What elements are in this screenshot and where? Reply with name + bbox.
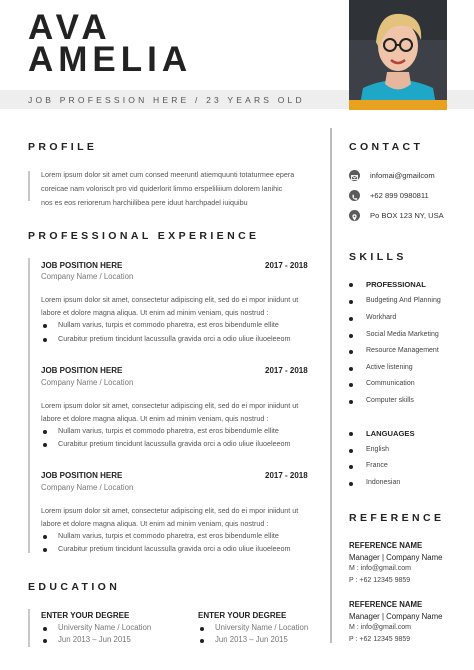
first-name: AVA bbox=[28, 8, 112, 47]
job-title: JOB POSITION HERE bbox=[41, 366, 123, 375]
reference-role: Manager | Company Name bbox=[349, 553, 443, 562]
bullet-dot bbox=[349, 367, 353, 371]
bullet-dot bbox=[43, 639, 47, 643]
bullet-dot bbox=[349, 300, 353, 304]
bullet-dot bbox=[349, 449, 353, 453]
profile-line: nos es eos reriorerum harchiilibea pere iduut harchpadel iuiquibu bbox=[41, 198, 248, 207]
school-name: University Name / Location bbox=[58, 623, 152, 632]
language-item: Indonesian bbox=[366, 479, 401, 486]
job-title: JOB POSITION HERE bbox=[41, 471, 123, 480]
language-item: France bbox=[366, 462, 388, 469]
bullet-dot bbox=[43, 627, 47, 631]
contact-heading: CONTACT bbox=[349, 141, 424, 153]
profile-text bbox=[41, 168, 331, 210]
bullet-dot bbox=[349, 334, 353, 338]
school-name: University Name / Location bbox=[215, 623, 309, 632]
bullet-dot bbox=[43, 338, 47, 342]
languages-heading: LANGUAGES bbox=[366, 429, 415, 438]
profile-line: Lorem ipsum dolor sit amet cum consed meeruntl atiemquunti totaturmee epera bbox=[41, 170, 295, 179]
job-bullet: Curabitur pretium tincidunt lacussulla gravida orci a odio uliue iluoeleeom bbox=[58, 439, 291, 448]
school-years: Jun 2013 – Jun 2015 bbox=[215, 635, 288, 644]
job-desc-2: labore et dolore magna aliqua. Ut enim ad minim veniam, quis nostrud : bbox=[41, 414, 269, 423]
skill-item: Resource Management bbox=[366, 347, 439, 354]
bullet-dot bbox=[349, 400, 353, 404]
reference-role: Manager | Company Name bbox=[349, 612, 443, 621]
job-years: 2017 - 2018 bbox=[265, 261, 308, 270]
last-name: AMELIA bbox=[28, 40, 193, 79]
skills-heading: SKILLS bbox=[349, 251, 407, 263]
contact-email[interactable]: infomai@gmailcom bbox=[370, 171, 435, 180]
bullet-dot bbox=[200, 627, 204, 631]
reference-mail: M : info@gmail.com bbox=[349, 624, 411, 631]
bullet-dot bbox=[349, 482, 353, 486]
location-icon bbox=[349, 210, 360, 221]
job-desc-2: labore et dolore magna aliqua. Ut enim ad minim veniam, quis nostrud : bbox=[41, 308, 269, 317]
degree-title: ENTER YOUR DEGREE bbox=[41, 611, 130, 620]
skill-item: Social Media Marketing bbox=[366, 331, 439, 338]
bullet-dot bbox=[43, 324, 47, 328]
skill-item: Workhard bbox=[366, 314, 397, 321]
job-desc-1: Lorem ipsum dolor sit amet, consectetur adipiscing elit, sed do ei mpor iniidunt ut bbox=[41, 295, 299, 304]
contact-address: Po BOX 123 NY, USA bbox=[370, 211, 444, 220]
language-item: English bbox=[366, 446, 389, 453]
job-bullet: Nullam varius, turpis et commodo pharetra, est eros bibendumle ellite bbox=[58, 426, 279, 435]
reference-mail: M : info@gmail.com bbox=[349, 565, 411, 572]
reference-name: REFERENCE NAME bbox=[349, 600, 423, 609]
bullet-dot bbox=[43, 548, 47, 552]
experience-divider bbox=[28, 258, 30, 553]
bullet-dot bbox=[349, 432, 353, 436]
skill-item: Active listening bbox=[366, 364, 413, 371]
reference-heading: REFERENCE bbox=[349, 512, 445, 524]
reference-phone: P : +62 12345 9859 bbox=[349, 636, 411, 643]
profile-photo bbox=[349, 0, 447, 110]
professional-heading: PROFESSIONAL bbox=[366, 280, 426, 289]
profile-divider bbox=[28, 171, 30, 201]
job-company: Company Name / Location bbox=[41, 378, 134, 387]
job-bullet: Curabitur pretium tincidunt lacussulla gravida orci a odio uliue iluoeleeom bbox=[58, 544, 291, 553]
job-years: 2017 - 2018 bbox=[265, 471, 308, 480]
job-years: 2017 - 2018 bbox=[265, 366, 308, 375]
skill-item: Budgeting And Planning bbox=[366, 297, 441, 304]
contact-phone[interactable]: +62 899 0980811 bbox=[370, 191, 429, 200]
job-title: JOB POSITION HERE bbox=[41, 261, 123, 270]
bullet-dot bbox=[43, 430, 47, 434]
education-divider bbox=[28, 609, 30, 647]
bullet-dot bbox=[349, 465, 353, 469]
job-desc-1: Lorem ipsum dolor sit amet, consectetur adipiscing elit, sed do ei mpor iniidunt ut bbox=[41, 506, 299, 515]
degree-title: ENTER YOUR DEGREE bbox=[198, 611, 287, 620]
job-company: Company Name / Location bbox=[41, 272, 134, 281]
reference-phone: P : +62 12345 9859 bbox=[349, 577, 411, 584]
bullet-dot bbox=[349, 283, 353, 287]
skill-item: Communication bbox=[366, 380, 415, 387]
skill-item: Computer skills bbox=[366, 397, 414, 404]
bullet-dot bbox=[349, 350, 353, 354]
job-bullet: Curabitur pretium tincidunt lacussulla gravida orci a odio uliue iluoeleeom bbox=[58, 334, 291, 343]
phone-icon bbox=[349, 190, 360, 201]
bullet-dot bbox=[200, 639, 204, 643]
job-bullet: Nullam varius, turpis et commodo pharetra, est eros bibendumle ellite bbox=[58, 320, 279, 329]
job-subtitle: JOB PROFESSION HERE / 23 YEARS OLD bbox=[28, 95, 305, 105]
bullet-dot bbox=[43, 535, 47, 539]
education-heading: EDUCATION bbox=[28, 581, 121, 593]
profile-heading: PROFILE bbox=[28, 141, 98, 153]
job-company: Company Name / Location bbox=[41, 483, 134, 492]
school-years: Jun 2013 – Jun 2015 bbox=[58, 635, 131, 644]
email-icon bbox=[349, 170, 360, 181]
experience-heading: PROFESSIONAL EXPERIENCE bbox=[28, 230, 260, 242]
profile-line: coreicae nam volorisclt pro vid quiderlorit limmo erspeliliiium dolorem lanihic bbox=[41, 184, 283, 193]
photo-accent-strip bbox=[349, 100, 447, 110]
job-desc-1: Lorem ipsum dolor sit amet, consectetur adipiscing elit, sed do ei mpor iniidunt ut bbox=[41, 401, 299, 410]
bullet-dot bbox=[349, 317, 353, 321]
reference-name: REFERENCE NAME bbox=[349, 541, 423, 550]
column-divider bbox=[330, 128, 332, 643]
job-bullet: Nullam varius, turpis et commodo pharetra, est eros bibendumle ellite bbox=[58, 531, 279, 540]
job-desc-2: labore et dolore magna aliqua. Ut enim ad minim veniam, quis nostrud : bbox=[41, 519, 269, 528]
bullet-dot bbox=[43, 443, 47, 447]
bullet-dot bbox=[349, 383, 353, 387]
